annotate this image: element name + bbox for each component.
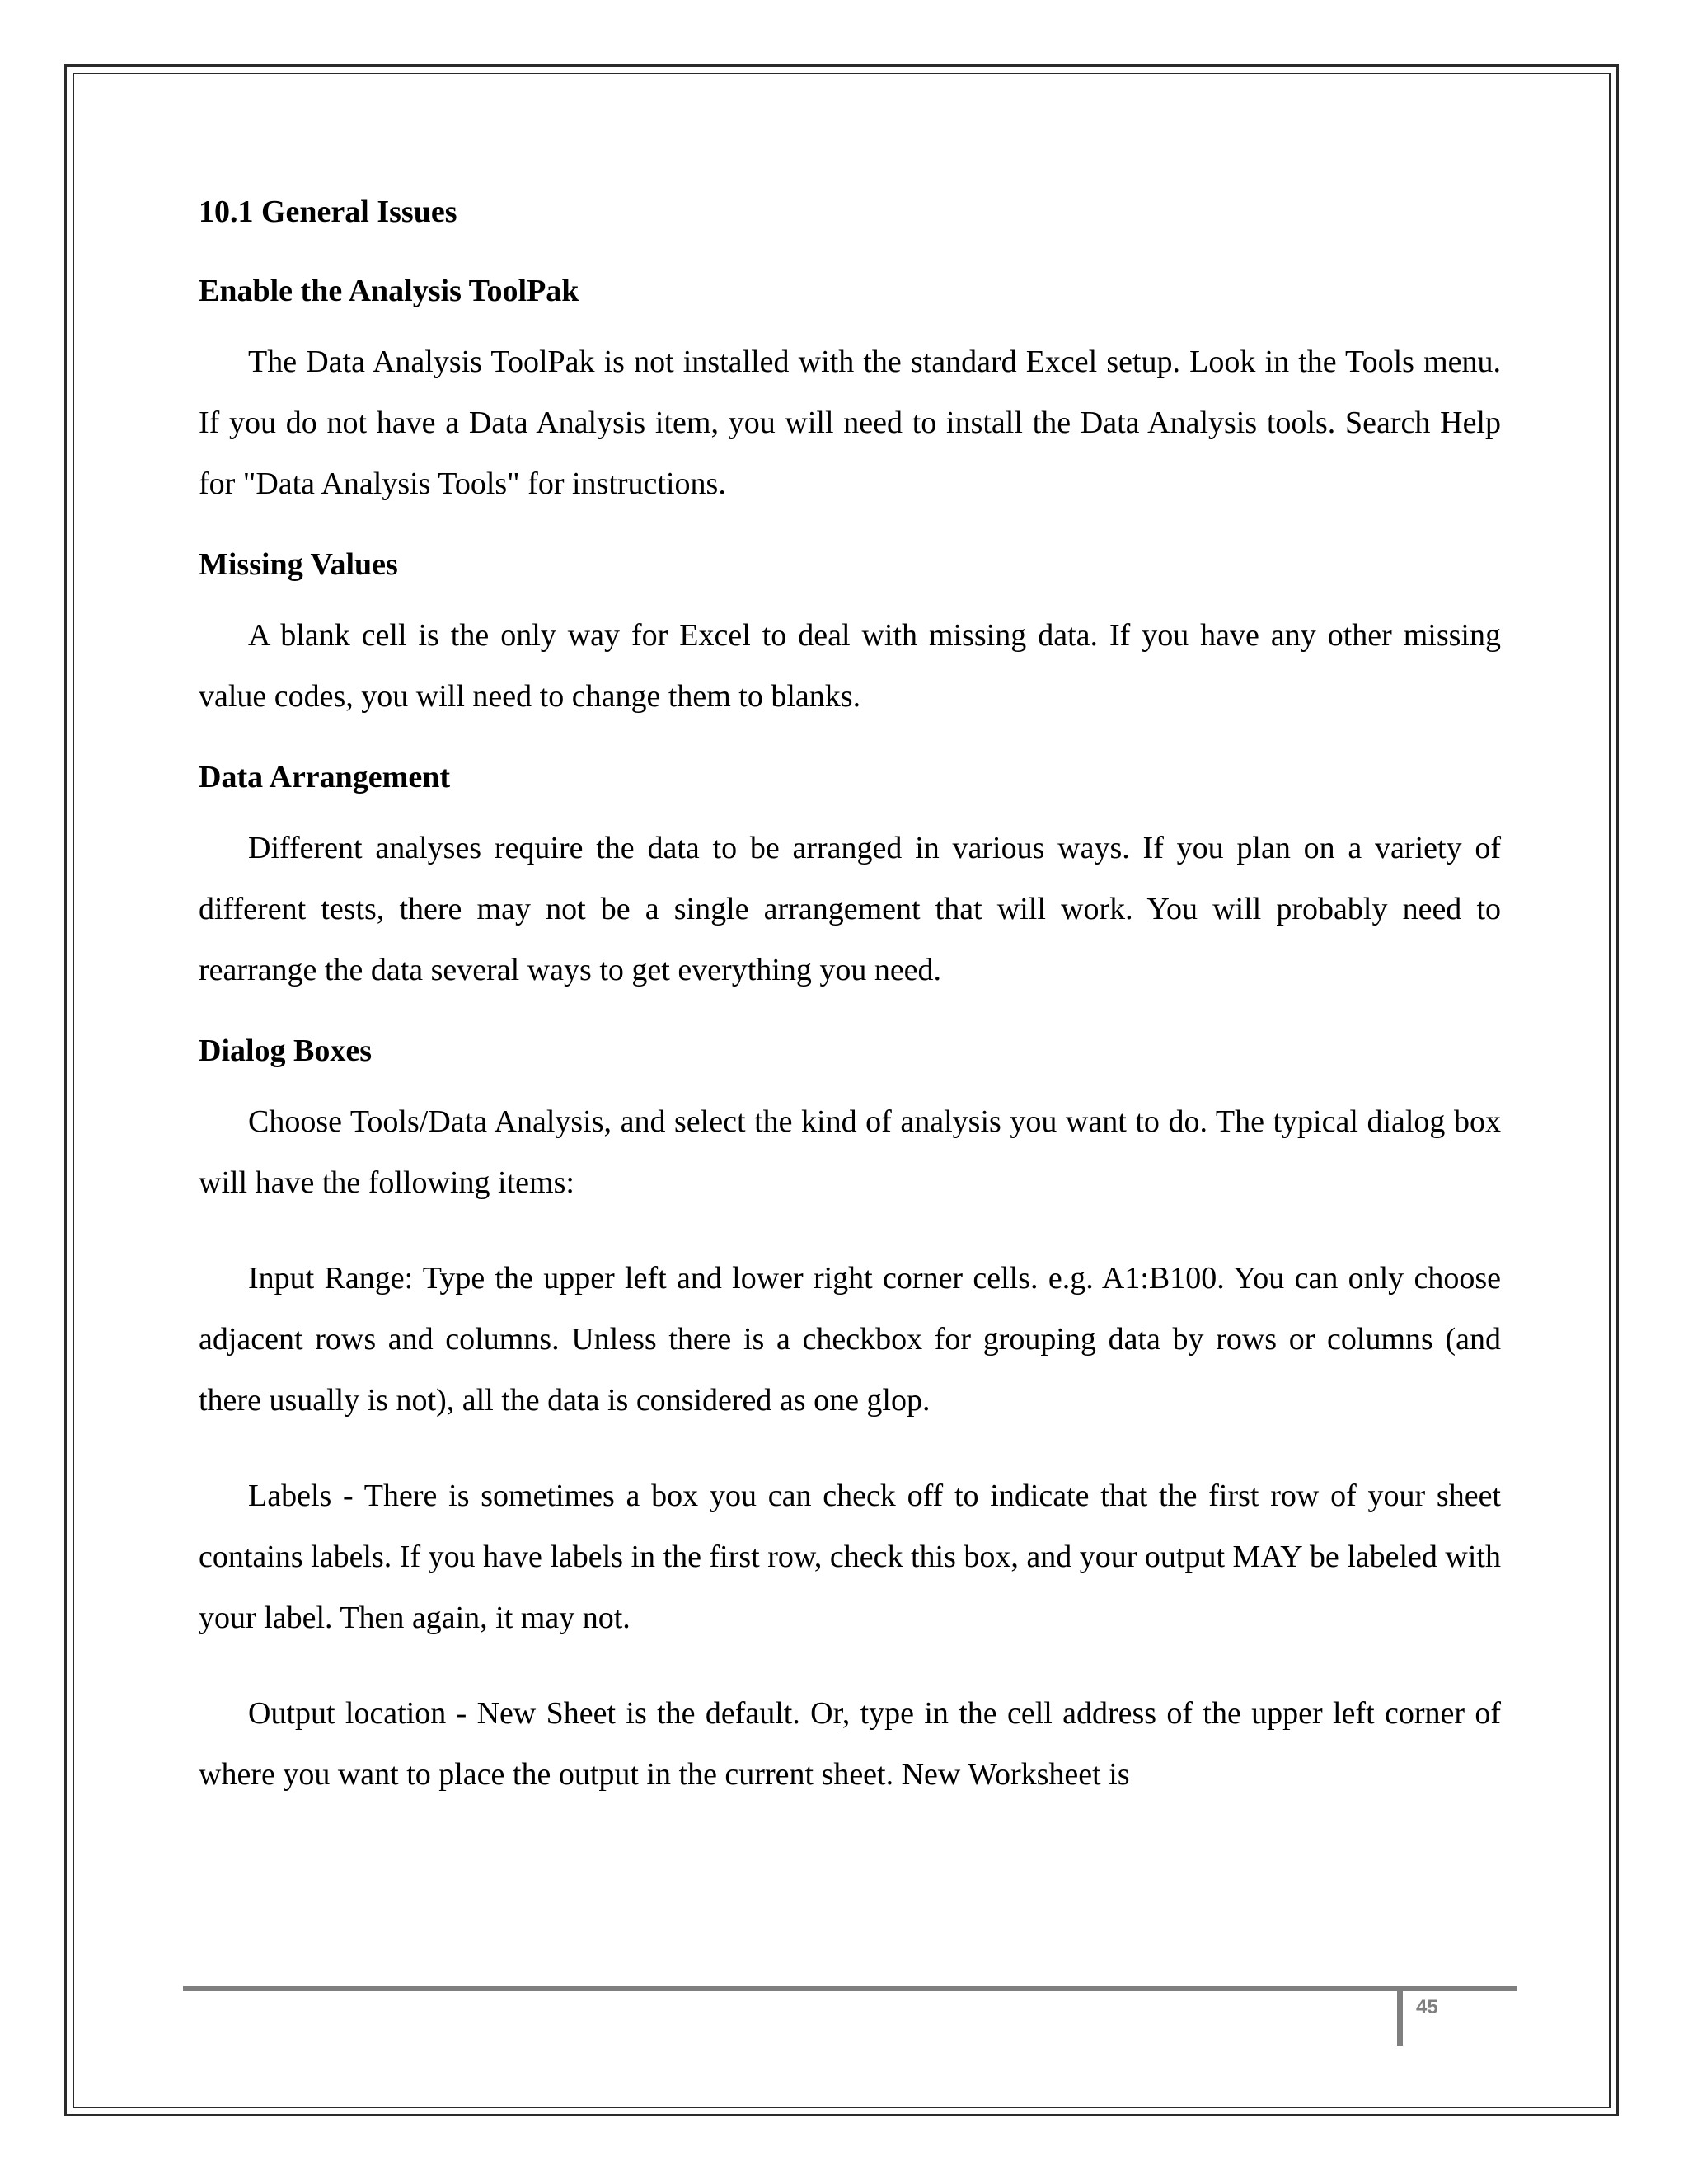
footer-divider-tick	[1397, 1986, 1403, 2046]
paragraph-missing-values: A blank cell is the only way for Excel to deal with missing data. If you have any other missing value codes, you will need to change them to blanks.	[199, 618, 1501, 714]
footer-rule	[183, 1986, 1517, 1991]
paragraph-labels: Labels - There is sometimes a box you can check off to indicate that the first row of your sheet contains labels. If you have labels in the first row, check this box, and your output MAY be labeled with your label. Then again, it may not.	[199, 1479, 1501, 1635]
paragraph-enable-toolpak: The Data Analysis ToolPak is not installed with the standard Excel setup. Look in the Tools menu. If you do not have a Data Analysis item, you will need to install the Data Analysis tools. Search Help for "Data Analysis Tools" for instructions.	[199, 344, 1501, 501]
section-heading-data-arrangement: Data Arrangement	[199, 760, 450, 794]
page-content	[199, 191, 1501, 1805]
paragraph-output-location: Output location - New Sheet is the default. Or, type in the cell address of the upper left corner of where you want to place the output in the current sheet. New Worksheet is	[199, 1696, 1501, 1792]
section-heading-general-issues: 10.1 General Issues	[199, 194, 457, 229]
paragraph-input-range: Input Range: Type the upper left and lower right corner cells. e.g. A1:B100. You can only choose adjacent rows and columns. Unless there is a checkbox for grouping data by rows or columns (and there usually is not), all the data is considered as one glop.	[199, 1261, 1501, 1418]
page-number: 45	[1416, 1996, 1438, 2018]
paragraph-dialog-boxes-intro: Choose Tools/Data Analysis, and select the kind of analysis you want to do. The typical dialog box will have the following items:	[199, 1104, 1501, 1200]
paragraph-data-arrangement: Different analyses require the data to be arranged in various ways. If you plan on a variety of different tests, there may not be a single arrangement that will work. You will probably need to rearrange the data several ways to get everything you need.	[199, 831, 1501, 987]
section-heading-dialog-boxes: Dialog Boxes	[199, 1033, 373, 1068]
section-heading-missing-values: Missing Values	[199, 547, 398, 582]
section-heading-enable-toolpak: Enable the Analysis ToolPak	[199, 274, 579, 308]
